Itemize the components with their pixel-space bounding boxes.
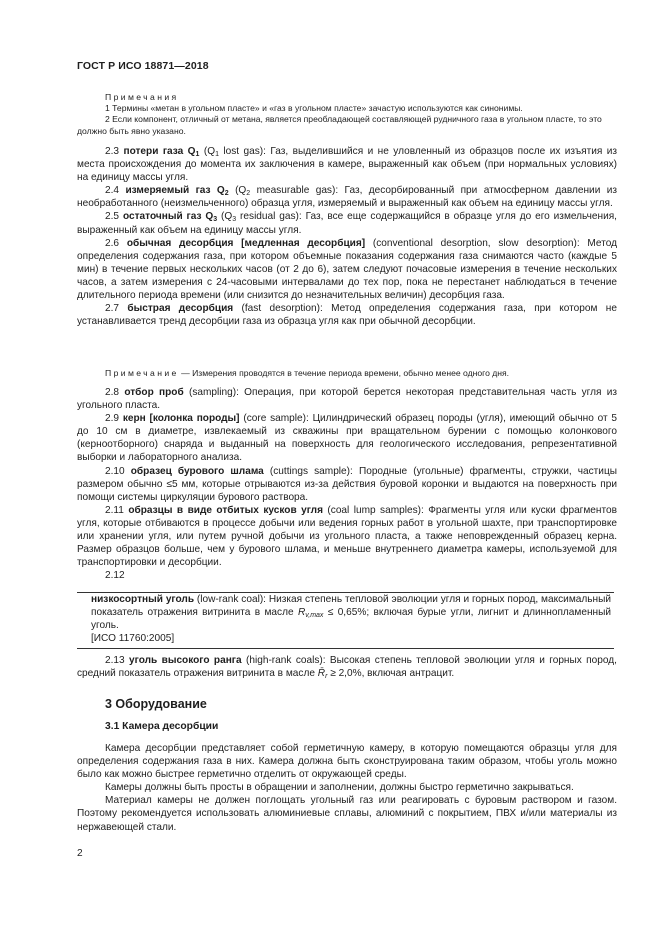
terms-block-lower [77,654,617,680]
section-3-paragraph-1: Камера десорбции представляет собой герметичную камеру, в которую помещаются образцы угля для определения содержания газа в них. Камера должна быть сконструирована таким образом, чтобы уголь можно было как можно быстрее герметично отделить от окружающей среды. [77,743,617,781]
term-2-12-reference: [ИСО 11760:2005] [91,633,175,645]
page-number: 2 [77,848,83,859]
section-3-paragraph-3: Материал камеры не должен поглощать угольный газ или реагировать с буровым раствором и газом. Поэтому рекомендуется использовать алюминиевые сплавы, алюминий с покрытием, ПВХ и/или материалы из нержавеющей стали. [77,795,617,833]
section-3-paragraph-2: Камеры должны быть просты в обращении и заполнении, должны быстро герметично закрываться. [105,782,574,794]
term-2-6: 2.6 обычная десорбция [медленная десорбция] (conventional desorption, slow desorption): Метод определения содержания газа, при котором объемные показания содержания газа снимаются часто (каждые 5 мин) в течение первых нескольких часов (от 2 до 6), затем следуют почасовые измерения в течение нескольких часов, а затем измерения с 24-часовыми интервалами до тех пор, пока не перестанет наблюдаться в течение длительного периода времени (или снизится до незначительных величин) десорбция газа. [77,237,617,302]
term-2-11: 2.11 образцы в виде отбитых кусков угля (coal lump samples): Фрагменты угля или куски фрагментов угля, которые отбиваются в процессе добычи или ведения горных работ в угольной шахте, при транспортировке или хранении угля, или путем ручной добычи из угольного пласта, а также неповрежденный образец керна. Размер образцов больше, чем у бурового шлама, и меньше внутреннего диаметра камеры, используемой для транспортировки и десорбции. [77,504,617,569]
term-2-9: 2.9 керн [колонка породы] (core sample): Цилиндрический образец породы (угля), имеющий обычно от 5 до 10 см в диаметре, извлекаемый из скважины при вращательном бурении с помощью колонкового (керноотборного) снаряда и выданный на поверхность для геологического исследования, репрезентативной выборки и лабораторного анализа. [77,413,618,464]
term-2-3: 2.3 потери газа $Q_1$ ($Q_1$ lost gas): Газ, выделившийся и не уловленный из образцов после их изъятия из места происхождения до момента их заключения в камере, выраженный как объем (при нормальных условиях) на единицу массы угля. [77,146,618,184]
term-2-12-box [77,592,614,649]
term-2-10: 2.10 образец бурового шлама (cuttings sample): Породные (угольные) фрагменты, стружки, частицы размером обычно ≤5 мм, которые отрываются из-за действия буровой коронки и выдаются на поверхность при помощи системы циркуляции бурового раствора. [77,465,617,503]
section-3-heading: 3 Оборудование [105,697,207,711]
term-2-5: 2.5 остаточный газ $Q_3$ ($Q_3$ residual gas): Газ, все еще содержащийся в образце угля до его измельчения, выраженный как объем на единицу массы угля. [77,211,617,236]
term-2-13: 2.13 уголь высокого ранга (high-rank coals): Высокая степень тепловой эволюции угля и горных пород, средний показатель отражения витринита в масле $R̄_r \ge 2,0\%$, включая антрацит. [77,655,617,681]
terms-block-middle [77,386,617,582]
term-2-4: 2.4 измеряемый газ $Q_2$ ($Q_2$ measurable gas): Газ, десорбированный при атмосферном давлении из необработанного (неизмельченного) образца угля, измеряемый и выраженный как объем на единицу массы угля. [77,185,617,210]
term-2-7: 2.7 быстрая десорбция (fast desorption): Метод определения содержания газа, при котором не устанавливается тренд десорбции газа из образца угля как при обычной десорбции. [77,303,617,328]
notes-title: Примечания [105,92,179,102]
section-3-body [77,742,617,834]
term-2-12-number: 2.12 [105,570,125,582]
notes-block [77,92,617,137]
note-item-2: 2 Если компонент, отличный от метана, является преобладающей составляющей рудничного газа в угольном пласте, то это должно быть явно указано. [77,114,602,136]
section-3-1-heading: 3.1 Камера десорбции [105,721,219,732]
note-2-7: Примечание — Измерения проводятся в течение периода времени, обычно менее одного дня. [105,368,510,378]
standard-header: ГОСТ Р ИСО 18871—2018 [77,60,209,72]
term-2-8: 2.8 отбор проб (sampling): Операция, при которой берется некоторая представительная часть угля из угольного пласта. [77,387,617,412]
note-item-1: 1 Термины «метан в угольном пласте» и «газ в угольном пласте» зачастую используются как синонимы. [105,103,523,114]
term-2-12: низкосортный уголь (low-rank coal): Низкая степень тепловой эволюции угля и горных пород, максимальный показатель отражения витринита в масле $R_{v,max} \le 0,65\%$; включая бурые угли, лигнит и длиннопламенный уголь. [91,594,612,632]
terms-block-upper [77,145,617,328]
note-label: Примечание [105,368,179,378]
